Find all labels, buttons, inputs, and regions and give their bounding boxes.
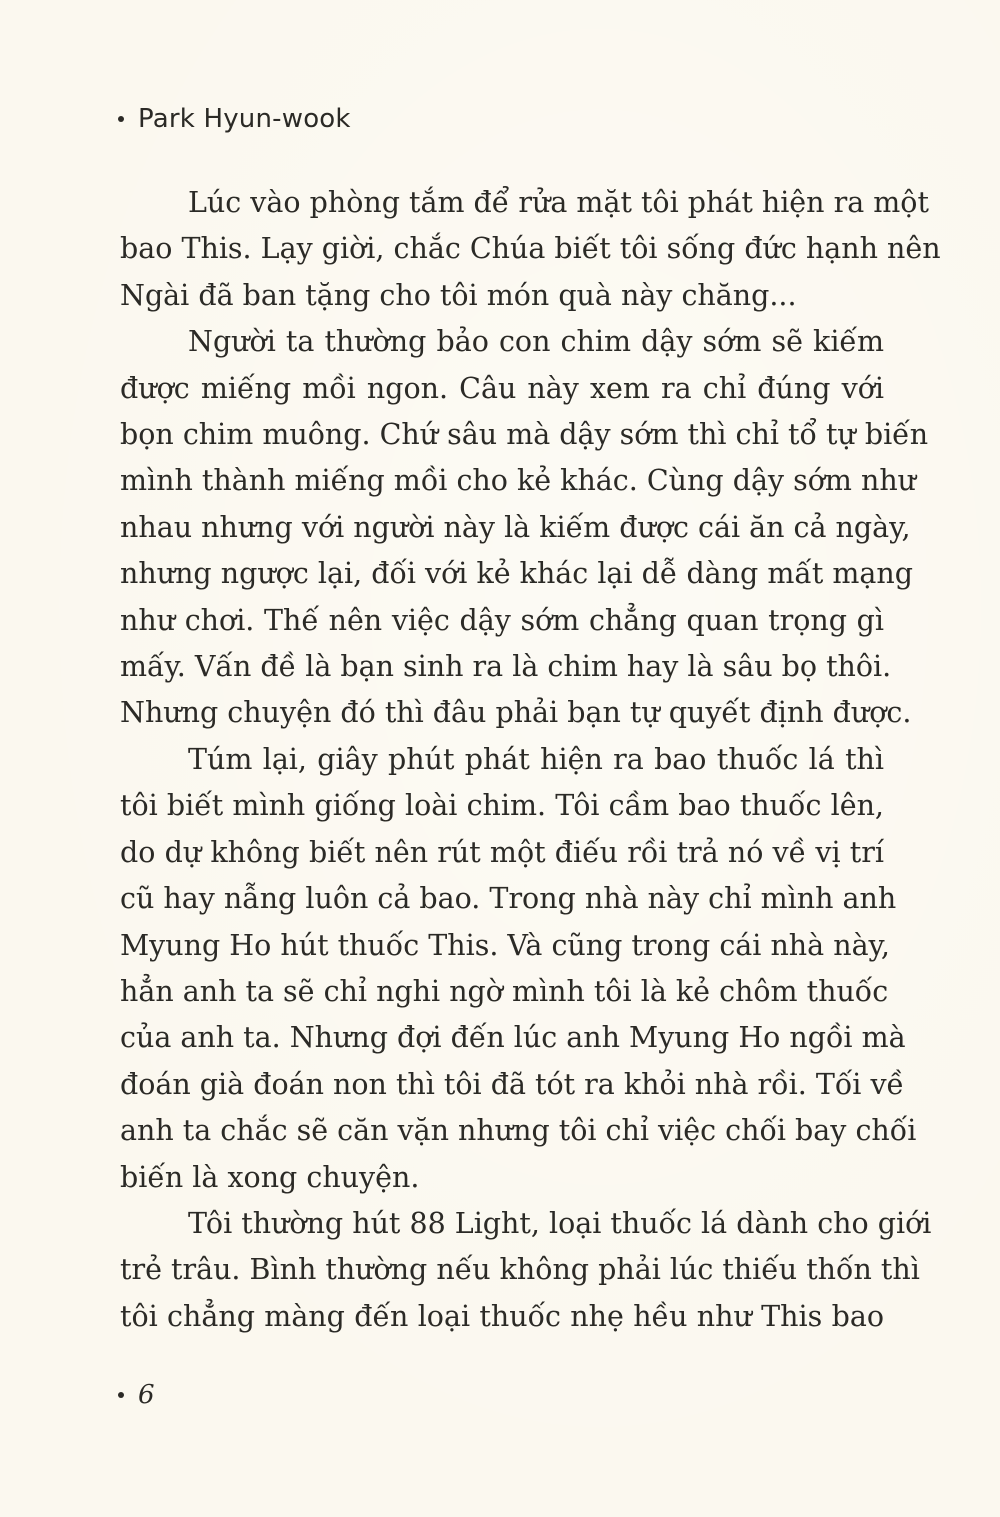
- text-line: đoán già đoán non thì tôi đã tót ra khỏi nhà rồi. Tối về: [120, 1067, 905, 1101]
- author-name: Park Hyun-wook: [138, 104, 351, 134]
- paragraph: [120, 1201, 932, 1340]
- text-line: Myung Ho hút thuốc This. Và cũng trong cái nhà này,: [120, 928, 890, 962]
- text-line: được miếng mồi ngon. Câu này xem ra chỉ đúng với: [120, 371, 884, 405]
- text-line: mấy. Vấn đề là bạn sinh ra là chim hay là sâu bọ thôi.: [120, 650, 892, 684]
- text-line: do dự không biết nên rút một điếu rồi trả nó về vị trí: [120, 835, 884, 869]
- text-line: như chơi. Thế nên việc dậy sớm chẳng quan trọng gì: [120, 603, 884, 637]
- text-line: Túm lại, giây phút phát hiện ra bao thuốc lá thì: [188, 742, 884, 776]
- text-line: tôi chẳng màng đến loại thuốc nhẹ hều như This bao: [120, 1299, 884, 1333]
- text-line: cũ hay nẫng luôn cả bao. Trong nhà này chỉ mình anh: [120, 882, 897, 916]
- footer-bullet: [118, 1392, 124, 1398]
- page-number: 6: [138, 1380, 155, 1410]
- text-line: Người ta thường bảo con chim dậy sớm sẽ kiếm: [188, 325, 884, 359]
- text-line: mình thành miếng mồi cho kẻ khác. Cùng dậy sớm như: [120, 464, 917, 498]
- paragraph: [120, 319, 929, 737]
- text-line: bao This. Lạy giời, chắc Chúa biết tôi sống đức hạnh nên: [120, 232, 941, 266]
- text-line: tôi biết mình giống loài chim. Tôi cầm bao thuốc lên,: [120, 789, 884, 823]
- text-line: Lúc vào phòng tắm để rửa mặt tôi phát hiện ra một: [188, 186, 929, 219]
- text-line: bọn chim muông. Chứ sâu mà dậy sớm thì chỉ tổ tự biến: [120, 418, 929, 452]
- text-line: Ngài đã ban tặng cho tôi món quà này chăng...: [120, 278, 797, 312]
- text-line: biến là xong chuyện.: [120, 1160, 420, 1194]
- text-line: nhau nhưng với người này là kiếm được cái ăn cả ngày,: [120, 510, 911, 544]
- header-bullet: [118, 116, 124, 122]
- paragraph: [120, 180, 941, 319]
- paragraph: [120, 737, 917, 1201]
- text-line: Tôi thường hút 88 Light, loại thuốc lá dành cho giới: [188, 1206, 932, 1240]
- text-line: của anh ta. Nhưng đợi đến lúc anh Myung Ho ngồi mà: [120, 1021, 906, 1055]
- body-text: [120, 180, 941, 1340]
- running-head: [118, 104, 351, 134]
- text-line: hẳn anh ta sẽ chỉ nghi ngờ mình tôi là kẻ chôm thuốc: [120, 974, 889, 1008]
- text-line: Nhưng chuyện đó thì đâu phải bạn tự quyết định được.: [120, 696, 912, 730]
- page-number-area: [118, 1380, 155, 1410]
- text-line: nhưng ngược lại, đối với kẻ khác lại dễ dàng mất mạng: [120, 557, 913, 591]
- text-line: trẻ trâu. Bình thường nếu không phải lúc thiếu thốn thì: [120, 1253, 920, 1287]
- text-line: anh ta chắc sẽ căn vặn nhưng tôi chỉ việc chối bay chối: [120, 1114, 917, 1148]
